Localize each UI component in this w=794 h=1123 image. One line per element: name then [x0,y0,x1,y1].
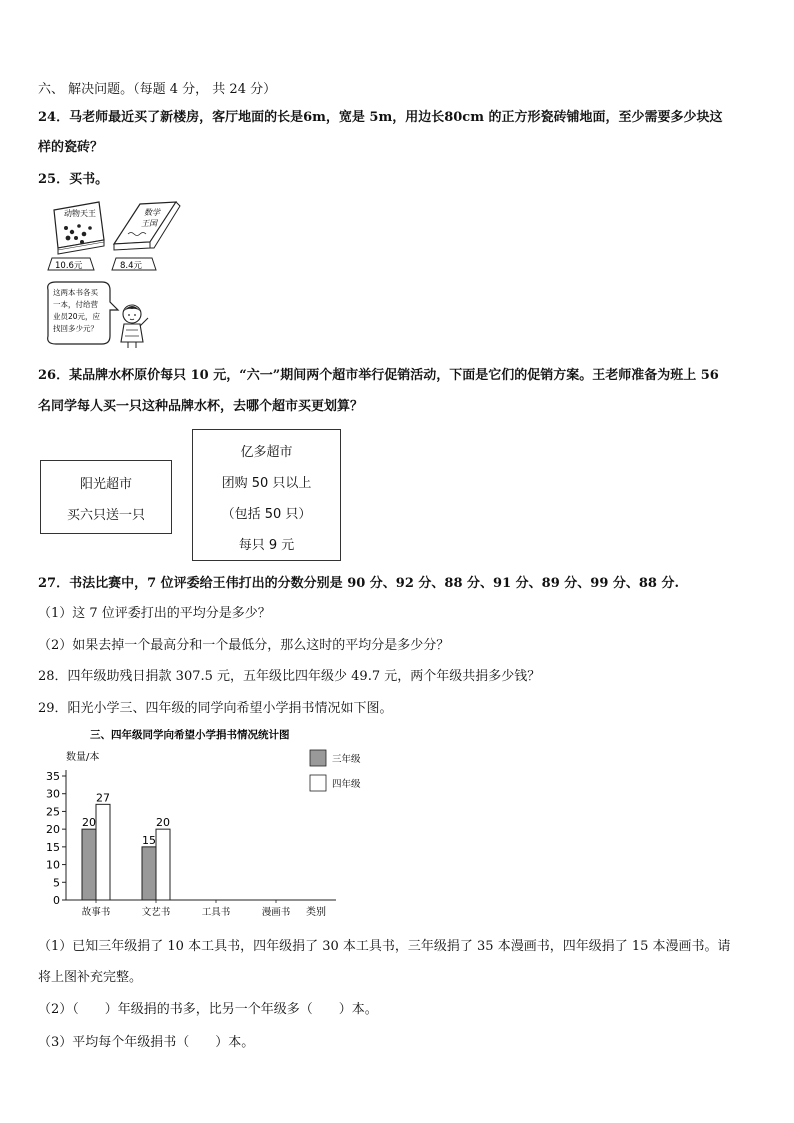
y-tick-label: 35 [46,770,60,783]
x-category-label: 文艺书 [141,907,171,918]
bar-value-label: 15 [142,833,156,847]
price-tag-1 [48,258,94,271]
y-tick-label: 20 [46,823,60,837]
bubble-line-4: 找回多少元？ [53,324,98,333]
speech-bubble [48,282,118,344]
q27-sub2: （2）如果去掉一个最高分和一个最低分，那么这时的平均分是多少分？ [38,638,450,653]
bubble-line-1: 这两本书各买 [53,288,98,297]
chart-ylabel: 数量/本 [66,752,100,763]
legend-swatch-grade3 [310,750,326,766]
shop-yangguang-name: 阳光超市 [79,477,132,492]
q25-illustration [44,198,194,350]
y-tick-label: 10 [46,858,60,872]
legend-label-grade4: 四年级 [332,779,361,790]
q26-text-line1: 26．某品牌水杯原价每只 10 元，“六一”期间两个超市举行促销活动，下面是它们的促销方案。王老师准备为班上 56 [38,368,719,383]
girl-figure [121,305,148,348]
book-1-image [54,202,104,254]
book-2-title-line1: 数学 [144,208,160,217]
q26-text-line2: 名同学每人买一只这种品牌水杯，去哪个超市买更划算？ [38,399,364,414]
section-heading: 六、 解决问题。（每题 4 分， 共 24 分） [38,82,277,97]
book-1-title: 动物天王 [64,209,96,218]
shop-yiduo-name: 亿多超市 [240,445,293,460]
price-tag-2 [112,258,156,271]
y-tick-label: 5 [53,876,60,890]
shop-yiduo-box [192,429,341,561]
q29-sub1-line1: （1）已知三年级捐了 10 本工具书，四年级捐了 30 本工具书，三年级捐了 35 本漫画书，四年级捐了 15 本漫画书。请 [38,939,731,954]
y-tick-label: 0 [53,894,60,907]
x-category-label: 工具书 [201,907,231,918]
shop-yangguang-offer: 买六只送一只 [66,508,145,523]
legend-label-grade3: 三年级 [332,754,361,765]
book-2-title-line2: 王国 [141,219,157,228]
book-2-image [114,202,180,250]
y-tick-label: 25 [46,805,60,819]
shop-yiduo-line3: 每只 9 元 [238,538,295,553]
bubble-line-3: 业员20元，应 [53,312,101,321]
legend-swatch-grade4 [310,775,326,791]
x-category-label: 漫画书 [261,907,291,918]
bar-value-label: 20 [156,816,170,830]
book-2-price: 8.4元 [120,261,143,271]
shop-yiduo-line1: 团购 50 只以上 [221,476,312,491]
bar-文艺书-三年级 [142,847,156,900]
bar-value-label: 20 [82,816,96,830]
book-1-price: 10.6元 [55,261,83,271]
bar-value-label: 27 [96,791,110,805]
q24-text-line2: 样的瓷砖？ [38,140,104,155]
y-tick-label: 30 [46,787,60,801]
q24-text-line1: 24．马老师最近买了新楼房，客厅地面的长是6m，宽是 5m，用边长80cm 的正方形瓷砖铺地面，至少需要多少块这 [38,110,723,125]
bar-故事书-三年级 [82,829,96,900]
bar-chart [30,722,390,922]
q29-sub3: （3）平均每个年级捐书（ ）本。 [38,1035,255,1050]
q29-sub2: （2）（ ）年级捐的书多，比另一个年级多（ ）本。 [38,1002,378,1017]
x-category-label: 故事书 [81,907,111,918]
bar-文艺书-四年级 [156,829,170,900]
chart-xlabel: 类别 [306,907,326,918]
q29-sub1-line2: 将上图补充完整。 [38,970,143,985]
q28-text: 28．四年级助残日捐款 307.5 元，五年级比四年级少 49.7 元，两个年级共捐多少钱？ [38,669,541,684]
bubble-line-2: 一本，付给营 [53,300,98,309]
chart-title: 三、四年级同学向希望小学捐书情况统计图 [90,729,290,741]
q27-sub1: （1）这 7 位评委打出的平均分是多少？ [38,606,271,621]
q25-title: 25．买书。 [38,172,109,187]
shop-yangguang-box [40,460,172,534]
shop-yiduo-line2: （包括 50 只） [221,507,312,522]
q27-text-line1: 27．书法比赛中，7 位评委给王伟打出的分数分别是 90 分、92 分、88 分、91 分、89 分、99 分、88 分. [38,576,680,591]
q29-text: 29．阳光小学三、四年级的同学向希望小学捐书情况如下图。 [38,701,393,716]
y-tick-label: 15 [46,840,60,854]
bar-故事书-四年级 [96,804,110,900]
